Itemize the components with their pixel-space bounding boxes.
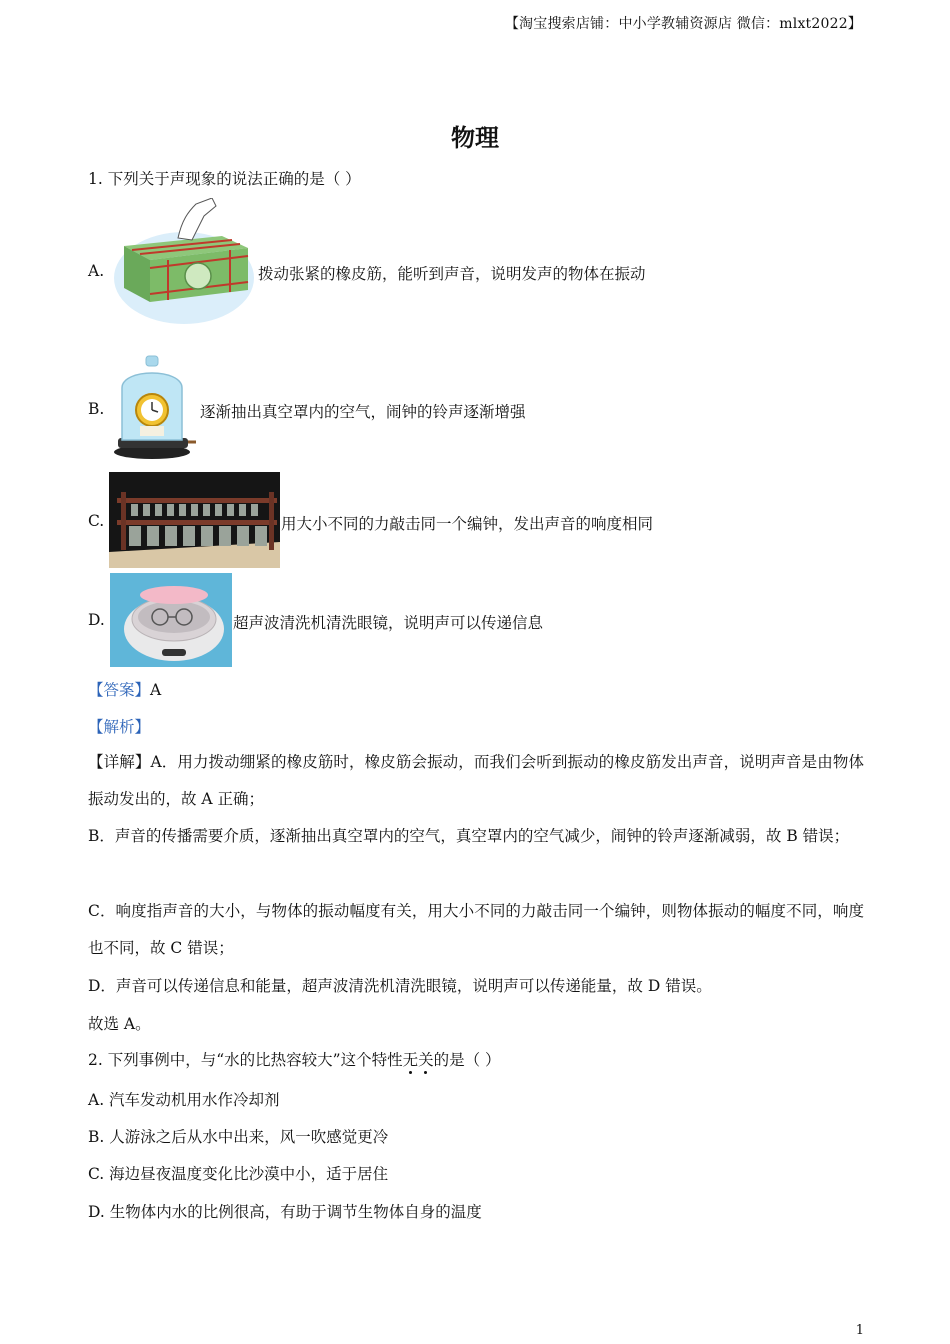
page-number: 1 <box>855 1323 864 1338</box>
q1-option-d-letter: D. <box>88 611 105 629</box>
q1-option-c-text: 用大小不同的力敲击同一个编钟，发出声音的响度相同 <box>281 515 654 533</box>
q2-option-c: C. 海边昼夜温度变化比沙漠中小，适于居住 <box>88 1165 389 1183</box>
q1-option-a-letter: A. <box>88 262 105 280</box>
detail-d-paragraph: D．声音可以传递信息和能量，超声波清洗机清洗眼镜，说明声可以传递能量，故 D 错误。 <box>88 977 712 995</box>
answer-value: A <box>150 681 162 699</box>
q2-emphasis-char-2: 关 <box>418 1051 434 1069</box>
q2-stem-before: 2. 下列事例中，与“水的比热容较大”这个特性 <box>88 1051 403 1069</box>
question-2-stem <box>88 1049 501 1071</box>
analysis-label: 【解析】 <box>88 718 151 736</box>
rubber-band-box-image <box>112 198 257 328</box>
q2-option-b: B. 人游泳之后从水中出来，风一吹感觉更冷 <box>88 1128 389 1146</box>
q1-option-d-text: 超声波清洗机清洗眼镜，说明声可以传递信息 <box>233 614 544 632</box>
page-title: 物理 <box>451 124 499 152</box>
q2-option-d: D. 生物体内水的比例很高，有助于调节生物体自身的温度 <box>88 1203 482 1221</box>
detail-a-paragraph <box>88 744 864 818</box>
question-1-stem: 1. 下列关于声现象的说法正确的是（ ） <box>88 170 361 188</box>
detail-c-paragraph: C．响度指声音的大小，与物体的振动幅度有关，用大小不同的力敲击同一个编钟，则物体振动的幅度不同，响度也不同，故 C 错误； <box>88 902 864 957</box>
detail-label: 【详解】 <box>88 753 151 771</box>
q1-option-a-text: 拨动张紧的橡皮筋，能听到声音，说明发声的物体在振动 <box>258 265 646 283</box>
header-store-note: 【淘宝搜索店铺：中小学教辅资源店 微信：mlxt2022】 <box>504 16 862 32</box>
chime-bells-image <box>109 472 280 568</box>
q1-option-b-letter: B. <box>88 400 105 418</box>
detail-a-text: A．用力拨动绷紧的橡皮筋时，橡皮筋会振动，而我们会听到振动的橡皮筋发出声音，说明声音是由物体振动发出的，故 A 正确； <box>88 753 864 808</box>
q2-option-a: A. 汽车发动机用水作冷却剂 <box>88 1091 280 1109</box>
q2-stem-after: 的是（ ） <box>433 1051 501 1069</box>
q2-emphasis-char-1: 无 <box>402 1051 419 1069</box>
q1-option-c-letter: C. <box>88 512 105 530</box>
answer-row <box>88 679 161 701</box>
answer-label: 【答案】 <box>88 681 151 699</box>
detail-b-paragraph: B．声音的传播需要介质，逐渐抽出真空罩内的空气，真空罩内的空气减少，闹钟的铃声逐渐减弱，故 B 错误； <box>88 827 850 845</box>
conclusion-line: 故选 A。 <box>88 1015 151 1033</box>
ultrasonic-cleaner-image <box>110 573 232 667</box>
vacuum-bell-jar-image <box>110 354 198 460</box>
q1-option-b-text: 逐渐抽出真空罩内的空气，闹钟的铃声逐渐增强 <box>200 403 526 421</box>
